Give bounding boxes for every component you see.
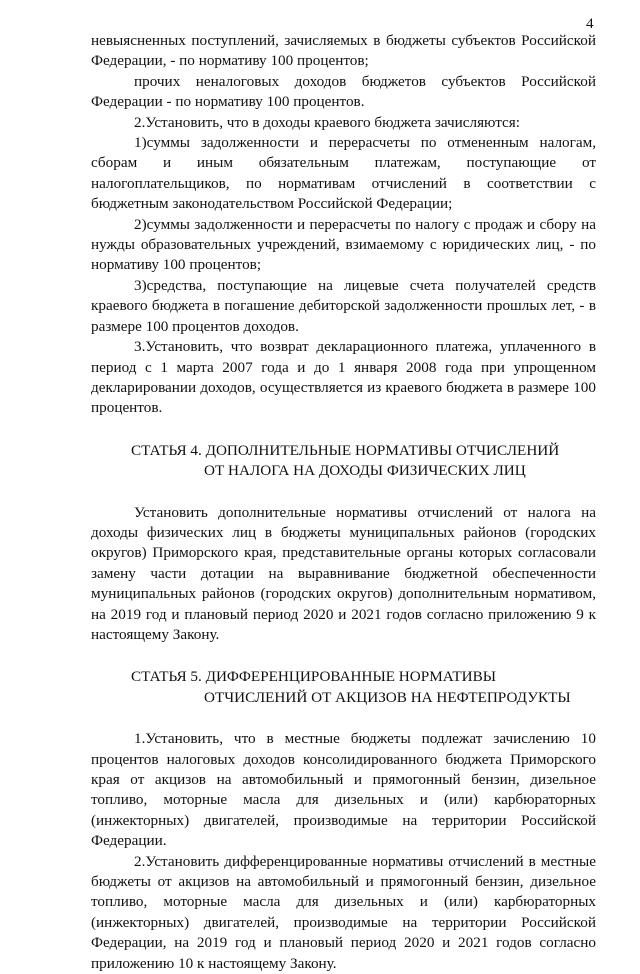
- paragraph-item-3: 3)средства, поступающие на лицевые счета получателей средств краевого бюджета в погашение дебиторской задолженности прошлых лет, - в размере 100 процентов доходов.: [91, 276, 596, 335]
- paragraph-other-non-tax-income: прочих неналоговых доходов бюджетов субъектов Российской Федерации - по нормативу 100 процентов.: [91, 72, 596, 111]
- paragraph-declaration-refund: 3.Установить, что возврат декларационного платежа, уплаченного в период с 1 марта 2007 года и до 1 января 2008 года при упрощенном декларировании доходов, осуществляется из краевого бюджета в размере 100 процентов.: [91, 338, 596, 417]
- article-5-heading-line-2: ОТЧИСЛЕНИЙ ОТ АКЦИЗОВ НА НЕФТЕПРОДУКТЫ: [204, 688, 571, 706]
- paragraph-item-2: 2)суммы задолженности и перерасчеты по налогу с продаж и сбору на нужды образовательных учреждений, взимаемому с юридических лиц, - по нормативу 100 процентов;: [91, 215, 596, 274]
- article-4-paragraph: Установить дополнительные нормативы отчислений от налога на доходы физических лиц в бюджеты муниципальных районов (городских округов) Приморского края, представительные органы которых согласовали замену части дотации на выравнивание бюджетной обеспеченности муниципальных районов (городских округов) дополнительным нормативом, на 2019 год и плановый период 2020 и 2021 годов согласно приложению 9 к настоящему Закону.: [91, 503, 596, 643]
- page-number: 4: [586, 15, 594, 32]
- paragraph-regional-budget-income: 2.Установить, что в доходы краевого бюджета зачисляются:: [134, 113, 520, 131]
- paragraph-unidentified-receipts: невыясненных поступлений, зачисляемых в бюджеты субъектов Российской Федерации, - по нормативу 100 процентов;: [91, 32, 596, 70]
- paragraph-item-1: 1)суммы задолженности и перерасчеты по отмененным налогам, сборам и иным обязательным платежам, поступающие от налогоплательщиков, по нормативам отчислений в соответствии с бюджетным законодательством Российской Федерации;: [91, 134, 596, 213]
- article-5-paragraph-2: 2.Установить дифференцированные нормативы отчислений в местные бюджеты от акцизов на автомобильный и прямогонный бензин, дизельное топливо, моторные масла для дизельных и (или) карбюраторных (инжекторных) двигателей, производимые на территории Российской Федерации, на 2019 год и плановый период 2020 и 2021 годов согласно приложению 10 к настоящему Закону.: [91, 852, 596, 972]
- document-body: [91, 31, 596, 974]
- article-5-heading-line-1: СТАТЬЯ 5. ДИФФЕРЕНЦИРОВАННЫЕ НОРМАТИВЫ: [131, 668, 496, 686]
- article-4-heading-line-1: СТАТЬЯ 4. ДОПОЛНИТЕЛЬНЫЕ НОРМАТИВЫ ОТЧИСЛЕНИЙ: [131, 441, 560, 459]
- article-4-heading-line-2: ОТ НАЛОГА НА ДОХОДЫ ФИЗИЧЕСКИХ ЛИЦ: [204, 462, 526, 480]
- article-5-paragraph-1: 1.Установить, что в местные бюджеты подлежат зачислению 10 процентов налоговых доходов консолидированного бюджета Приморского края от акцизов на автомобильный и прямогонный бензин, дизельное топливо, моторные масла для дизельных и (или) карбюраторных (инжекторных) двигателей, производимые на территории Российской Федерации.: [91, 730, 596, 850]
